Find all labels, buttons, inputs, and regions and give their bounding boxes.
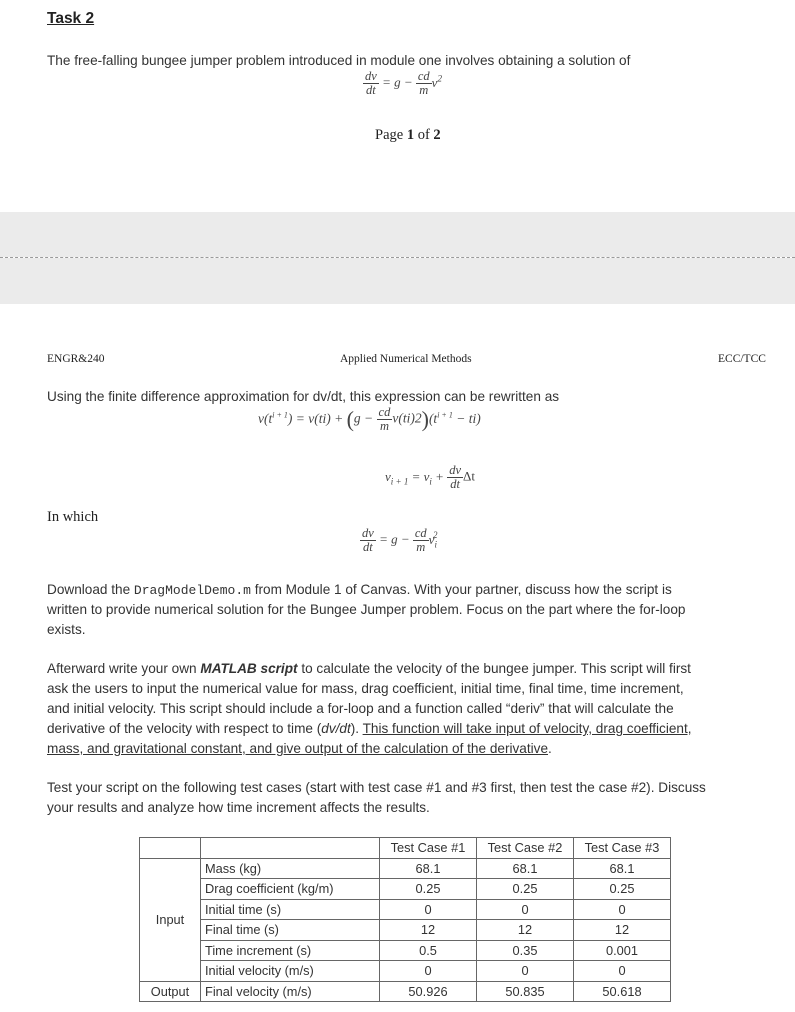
page-gap-bottom bbox=[0, 258, 795, 304]
table-cell: 0.25 bbox=[574, 879, 671, 900]
table-cell: 50.835 bbox=[477, 981, 574, 1002]
afterward-line-3: and initial velocity. This script should include a for-loop and a function called “deriv” that will calculate the bbox=[47, 701, 674, 716]
table-cell: 0 bbox=[574, 899, 671, 920]
afterward-line-1: Afterward write your own MATLAB script to calculate the velocity of the bungee jumper. This script will first bbox=[47, 661, 691, 676]
equation-finite-difference: $v(t^i$ $^{+ 1}$) = v(ti) + (g − $\frac{cd}{m}$ $v(ti)2)(t^i$ $^{+ 1}$ − ti) bbox=[258, 405, 481, 434]
test-cases-table bbox=[139, 837, 671, 1002]
table-output-row bbox=[140, 981, 671, 1002]
in-which-label: In which bbox=[47, 509, 99, 525]
table-cell: 0 bbox=[380, 961, 477, 982]
table-cell: 0.35 bbox=[477, 940, 574, 961]
header-test-case-1: Test Case #1 bbox=[380, 838, 477, 859]
equation-euler-step: $v_{i + 1} = v_i$ + $\frac{dv}{dt}$ Δt bbox=[385, 463, 475, 492]
table-cell: 68.1 bbox=[380, 858, 477, 879]
table-row bbox=[140, 858, 671, 879]
header-course: ENGR&240 bbox=[47, 353, 105, 365]
row-label: Time increment (s) bbox=[201, 940, 380, 961]
download-line-2: written to provide numerical solution for the Bungee Jumper problem. Focus on the part where the for-loop bbox=[47, 602, 686, 617]
table-row bbox=[140, 920, 671, 941]
table-cell: 12 bbox=[574, 920, 671, 941]
header-test-case-2: Test Case #2 bbox=[477, 838, 574, 859]
page-gap-top bbox=[0, 212, 795, 257]
test-line-1: Test your script on the following test cases (start with test case #1 and #3 first, then test the case #2). Discuss bbox=[47, 780, 706, 795]
rewrite-text: Using the finite difference approximation for dv/dt, this expression can be rewritten as bbox=[47, 389, 560, 404]
table-cell: 0.5 bbox=[380, 940, 477, 961]
table-header-row bbox=[140, 838, 671, 859]
intro-text: The free-falling bungee jumper problem introduced in module one involves obtaining a solution of bbox=[47, 53, 631, 68]
header-org: ECC/TCC bbox=[718, 353, 766, 365]
header-title: Applied Numerical Methods bbox=[340, 353, 472, 365]
table-cell: 0 bbox=[380, 899, 477, 920]
page-number: Page 1 of 2 bbox=[375, 127, 441, 143]
afterward-line-4: derivative of the velocity with respect to time (dv/dt). This function will take input of velocity, drag coefficient, bbox=[47, 721, 692, 736]
row-label: Final velocity (m/s) bbox=[201, 981, 380, 1002]
table-cell: 68.1 bbox=[574, 858, 671, 879]
row-label: Drag coefficient (kg/m) bbox=[201, 879, 380, 900]
table-cell: 0.25 bbox=[477, 879, 574, 900]
table-cell: 50.618 bbox=[574, 981, 671, 1002]
table-row bbox=[140, 961, 671, 982]
output-group-label: Output bbox=[140, 981, 201, 1002]
table-row bbox=[140, 940, 671, 961]
test-line-2: your results and analyze how time increment affects the results. bbox=[47, 800, 430, 815]
table-cell: 0 bbox=[477, 961, 574, 982]
table-cell: 0 bbox=[574, 961, 671, 982]
equation-dvdt: $\frac{dv}{dt}$ = g − $\frac{cd}{m}$ $v^2$ bbox=[365, 69, 442, 98]
script-filename: DragModelDemo.m bbox=[133, 583, 251, 598]
afterward-line-5: mass, and gravitational constant, and give output of the calculation of the derivative. bbox=[47, 741, 552, 756]
table-cell: 0 bbox=[477, 899, 574, 920]
row-label: Final time (s) bbox=[201, 920, 380, 941]
table-row bbox=[140, 899, 671, 920]
table-corner-cell bbox=[201, 838, 380, 859]
table-row bbox=[140, 879, 671, 900]
row-label: Initial time (s) bbox=[201, 899, 380, 920]
table-cell: 0.001 bbox=[574, 940, 671, 961]
task-title: Task 2 bbox=[47, 10, 95, 27]
download-line-3: exists. bbox=[47, 622, 86, 637]
download-line-1: Download the DragModelDemo.m from Module 1 of Canvas. With your partner, discuss how the script is bbox=[47, 582, 672, 598]
row-label: Initial velocity (m/s) bbox=[201, 961, 380, 982]
table-cell: 0.25 bbox=[380, 879, 477, 900]
equation-derivative: $\frac{dv}{dt}$ = g − $\frac{cd}{m}$ $v_i^2$ bbox=[362, 526, 438, 555]
table-cell: 68.1 bbox=[477, 858, 574, 879]
table-cell: 12 bbox=[477, 920, 574, 941]
table-corner-cell bbox=[140, 838, 201, 859]
row-label: Mass (kg) bbox=[201, 858, 380, 879]
table-cell: 12 bbox=[380, 920, 477, 941]
afterward-line-2: ask the users to input the numerical value for mass, drag coefficient, initial time, final time, time increment, bbox=[47, 681, 684, 696]
header-test-case-3: Test Case #3 bbox=[574, 838, 671, 859]
input-group-label: Input bbox=[140, 858, 201, 981]
table-cell: 50.926 bbox=[380, 981, 477, 1002]
